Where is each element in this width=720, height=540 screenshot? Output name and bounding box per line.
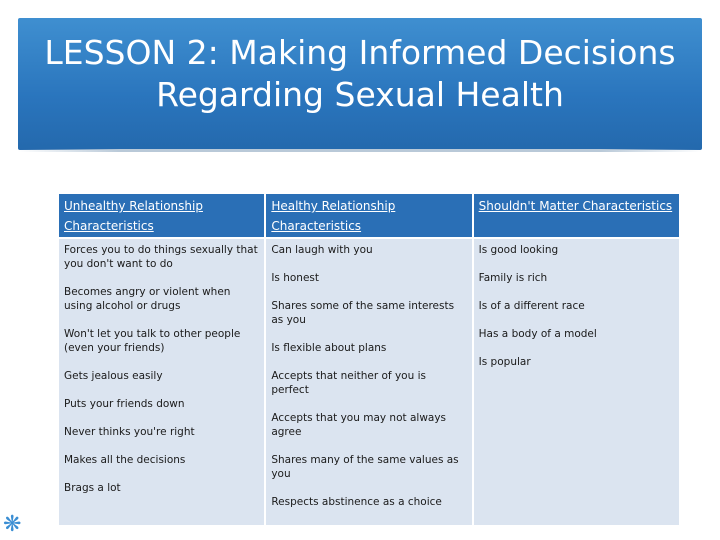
list-item: Won't let you talk to other people (even your friends) (64, 328, 241, 354)
list-item: Shares some of the same interests as you (271, 300, 455, 326)
sparkle-icon: ❋ (3, 512, 22, 537)
list-item: Makes all the decisions (64, 454, 186, 466)
list-item: Is good looking (478, 244, 559, 256)
list-item: Becomes angry or violent when using alcohol or drugs (64, 286, 231, 312)
column-header-shouldnt-matter: Shouldn't Matter Characteristics (474, 194, 679, 237)
list-item: Brags a lot (64, 482, 121, 494)
slide-title: LESSON 2: Making Informed Decisions Regarding Sexual Health (44, 33, 676, 114)
healthy-column-cell (266, 239, 471, 525)
list-item: Can laugh with you (271, 244, 373, 256)
shouldnt-matter-column-cell (474, 239, 679, 525)
list-item: Gets jealous easily (64, 370, 163, 382)
list-item: Shares many of the same values as you (271, 454, 459, 480)
list-item: Puts your friends down (64, 398, 185, 410)
list-item: Forces you to do things sexually that you don't want to do (64, 244, 258, 270)
unhealthy-column-cell (59, 239, 264, 525)
list-item: Respects abstinence as a choice (271, 496, 442, 508)
list-item: Family is rich (478, 272, 548, 284)
column-header-unhealthy: Unhealthy Relationship Characteristics (59, 194, 264, 237)
column-header-healthy: Healthy Relationship Characteristics (266, 194, 471, 237)
title-banner (18, 18, 702, 150)
shouldnt-matter-list (479, 243, 674, 369)
list-item: Is popular (478, 356, 531, 368)
list-item: Is flexible about plans (271, 342, 387, 354)
list-item: Never thinks you're right (64, 426, 195, 438)
table-header-row (59, 194, 679, 237)
list-item: Accepts that neither of you is perfect (271, 370, 426, 396)
list-item: Accepts that you may not always agree (271, 412, 447, 438)
list-item: Has a body of a model (478, 328, 597, 340)
relationship-characteristics-table (57, 192, 681, 527)
list-item: Is honest (271, 272, 320, 284)
table-row (59, 239, 679, 525)
list-item: Is of a different race (478, 300, 585, 312)
unhealthy-list (64, 243, 259, 495)
healthy-list (271, 243, 466, 509)
